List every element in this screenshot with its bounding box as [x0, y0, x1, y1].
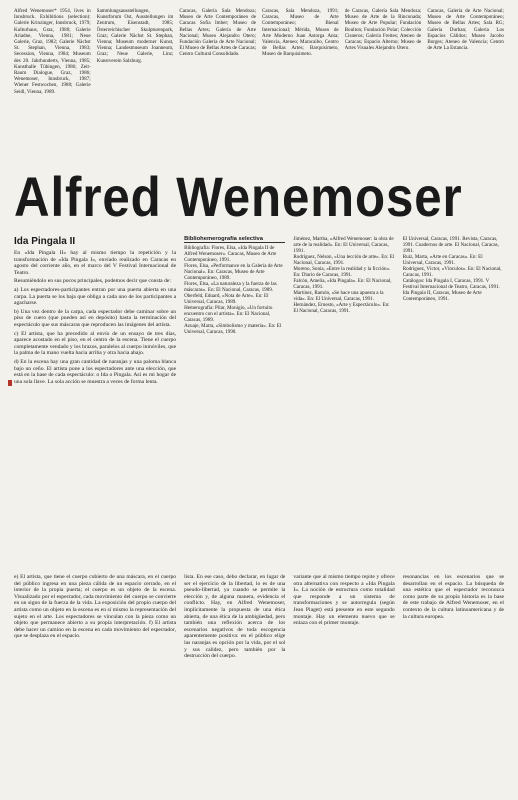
bibliography-column-2 — [293, 236, 394, 566]
title-part-1: Alfred W — [14, 165, 223, 228]
section-title: Ida Pingala II — [14, 236, 76, 247]
bibliography-entry: Flores, Elsa, «La naturaleza y la fuerza de las máscaras». En: El Nacional, Caracas, 1989. — [184, 281, 277, 293]
paragraph: a) Los espectadores-participantes entran por una puerta abierta en una carpa. La puerta se los baja que obliga a cada uno de los participantes a agacharse. — [14, 286, 177, 307]
bibliography-entry: Rodríguez, Nelson, «Una lección de arte». En: El Nacional, Caracas, 1991. — [293, 254, 395, 266]
top-column: Alfred Wenemoser* 1954, lives in Innsbruck. Exhibitions (selection): Galerie Krinzinger, Innsbruck, 1979; Kulturhaus, Graz, 1980; Galerie Ariadne, Vienna, 1981; Neue Galerie, Graz, 1982; Galerie Nächst St. Stephan, Vienna, 1983; Secession, Vienna, 1984; Museum des 20. Jahrhunderts, Vienna, 1985; Kunsthalle Tübingen, 1986; Zeit-Raum Dialogue, Graz, 1986; Wenemoser, Innsbruck, 1987; Wiener Festwochen, 1988; Galerie Seidl, Vienna, 1989. — [14, 8, 91, 95]
top-column: Caracas, Sala Mendoza, 1991; Caracas, Museo de Arte Contemporáneo; Bienal Internacional; Mérida, Museo de Arte Moderno Juan Astorga Anta; Valencia, Ateneo; Maracaibo, Centro de Bellas Artes; Barquisimeto, Museo de Barquisimeto. — [261, 8, 339, 58]
bottom-column: lista. En ese caso, debo declarar, en lugar de ser el ejercicio de la libertad, lo es de una pseudo-libertad, ya cuando se permite la elección y, de alguna manera, evidencia el conflicto. Hay, en Alfred Wenemoser, implícitamente la propuesta de una ética abierta, de una ética de la ambigüedad, pero también una reflexión acerca de los escenarios negativos de toda escogencia aparentemente positiva: en el público elige las naranjas es opción por la vida, por el sol y sus calidez, pero también por la destrucción del cuerpo. — [184, 574, 286, 660]
paragraph: d) En la escena hay una gran cantidad de naranjas y una paloma blanca bajo un ceño. El artista pone a los espectadores ante una elección, que está en la base de cada espectáculo: o Ida o Pingala. Así es mi hogar de una sola llave. La sola acción se muestra a veces de forma lenta. — [14, 358, 177, 385]
main-article — [14, 236, 176, 566]
bibliography-column-1 — [184, 236, 285, 566]
artist-name-title — [14, 165, 463, 228]
bibliography-entry: Falcón, Amelia, «Ida Pingala». En: El Nacional, Caracas, 1991. — [293, 278, 392, 290]
top-column: Caracas, Galería de Arte Nacional; Museo de Arte Contemporáneo; Museo de Bellas Artes; Sala RG; Galería Durban; Galería Los Espacios Cálidos; Museo Jacobo Borges; Ateneo de Valencia; Centro de Arte La Estancia. — [427, 8, 504, 52]
top-column: de Caracas, Galería Sala Mendoza; Museo de Arte de la Rinconada; Museo de Arte Popular; Fundación Boulton; Fundación Polar; Colección Cisneros; Galería Freites; Ateneo de Caracas; Espacio Alterno; Museo de Artes Visuales Alejandro Otero. — [344, 8, 422, 52]
bibliography-entry: Hemerografía: Pilar, Monigio, «Un fortuito encuentro con el artista». En: El Nacional, Caracas, 1989. — [184, 305, 273, 323]
bottom-column: e) El artista, que tiene el cuerpo cubierto de una máscara, en el cuerpo del público ingresa en una pieza cálida de un espacio cerrado, en el interior de la propia puerta; el cuerpo es un objeto de la escena. Visualizado por el espectador, cada movimiento del cuerpo se convierte en un signo de la fuerza de la vida. La exposición del propio cuerpo del artista como un objeto en la escena es en sí mismo la representación del sujeto en el arte. Los espectadores se vinculan con la pieza como un objeto que permanece abierto a su propia interpretación. f) El artista debe hacer un camino en la escena en cada movimiento del espectador, que se desplaza en el espacio. — [14, 574, 177, 640]
top-column: Sammlungsausstellungen, Kunstforum Ost, Ausstellungen im Zentrum, Eisenstadt, 1985; Österreichischer Skulpturenpark, Graz; Galerie Nächst St. Stephan, Vienna; Museum moderner Kunst, Vienna; Landesmuseum Joanneum, Graz; Neue Galerie, Linz; Kunstverein Salzburg. — [96, 8, 174, 64]
title-part-2: enemoser — [222, 165, 463, 228]
bibliography-entry: Ruiz, Marta, «Arte en Caracas». En: El Universal, Caracas, 1991. — [402, 254, 483, 266]
bibliography-entry: Hernández, Ernesto, «Arte y Espectáculo». En: El Nacional, Caracas, 1991. — [293, 302, 390, 314]
paragraph: c) El artista, que ha precedido al envío de un ensayo de tres días, aparece acostado en el piso, en el centro de la escena. Tiene el cuerpo completamente vendado y los brazos, paralelos al cuerpo inmóviles, que la palma de la mano vuelta hacia arriba y otra hacia abajo. — [14, 330, 177, 357]
paragraph: Resumiéndolo en sus pocos principales, podemos decir que consta de: — [14, 278, 171, 285]
article-text — [14, 250, 176, 387]
bibliography-entry: Ida Pingala II, Caracas, Museo de Arte Contemporáneo, 1991. — [402, 290, 482, 302]
bibliography-entry: Oberfeld, Eduard, «Nota de Arte». En: El Universal, Caracas, 1989. — [184, 293, 269, 305]
bibliography-list — [184, 245, 285, 335]
main-body — [14, 236, 504, 566]
bibliography-entry: Martínez, Ramón, «Se hace una apuesta a la vida». En: El Universal, Caracas, 1991. — [293, 290, 384, 302]
bibliography-title: Bibliohemerografía selectiva — [184, 236, 285, 243]
bibliography-entry: Catálogos: Ida Pingala I, Caracas, 1991. V Festival Internacional de Teatro, Caracas, 1991. — [402, 278, 500, 290]
bibliography-entry: El Universal, Caracas, 1991. Revista, Caracas, 1991. Cuadernos de arte. El Nacional, Caracas, 1991. — [402, 236, 499, 254]
bibliography-entry: Rodríguez, Víctor, «Vínculos». En: El Nacional, Caracas, 1991. — [402, 266, 502, 278]
bibliography-entry: Jiménez, Martha, «Alfred Wenemoser: la obra de arte de la realidad». En: El Universal, Caracas, 1991. — [293, 236, 394, 254]
bibliography-entry: Azuaje, Marta, «Simbolismo y materia». En: El Universal, Caracas, 1990. — [184, 323, 282, 335]
bibliography-column-3 — [403, 236, 504, 566]
bibliography-entry: Moreno, Sonia, «Entre la realidad y la ficción». En: Diario de Caracas, 1991. — [293, 266, 391, 278]
bottom-column: resonancias en los escenarios que se desarrollan en el espacio. La búsqueda de una estética que el espectador reconozca como parte de su propia historia es la base de este trabajo de Alfred Wenemoser, en el contexto de la cultura latinoamericana y de la cultura europea. — [402, 574, 504, 620]
top-text-columns — [14, 8, 504, 162]
top-column: Caracas, Galería Sala Mendoza; Museo de Arte Contemporáneo de Caracas Sofía Imber; Museo de Bellas Artes; Galería de Arte Nacional; Museo Alejandro Otero; Fundación Galería de Arte Nacional; El Museo de Bellas Artes de Caracas; Centro Cultural Consolidado. — [179, 8, 256, 58]
bibliography-entry: Flores, Elsa, «Performance en la Galería de Arte Nacional». En: Caracas, Museo de Arte Contemporáneo, 1989. — [184, 263, 283, 281]
bibliography-entry: Bibliografía: Flores, Elsa, «Ida Pingala II de Alfred Wenemoser». Caracas, Museo de Arte Contemporáneo, 1991. — [184, 245, 277, 263]
bottom-column: variante que al mismo tiempo repite y ofrece otra alternativa con respecto a «Ida Pingala I». La noción de estructura como totalidad que responde a un sistema de transformaciones y se autorregula (según Jean Piaget) está presente en este segundo montaje. Hay un elemento nuevo que se enlaza con el primer montaje. — [293, 574, 395, 627]
paragraph: b) Una vez dentro de la carpa, cada espectador debe caminar sobre un piso de cuero (que pueden así en depósito) hasta la terminación del espectáculo que sus máscaras que reproducen las imágenes del artista. — [14, 308, 177, 328]
paragraph: En «Ida Pingala II» hay al mismo tiempo la repetición y la transformación de «Ida Pingala I», envíado realizado en Caracas en agosto del corriente año, en el marco del V Festival Internacional de Teatro. — [14, 250, 177, 276]
bottom-text-columns — [14, 574, 504, 789]
margin-mark — [8, 380, 12, 386]
